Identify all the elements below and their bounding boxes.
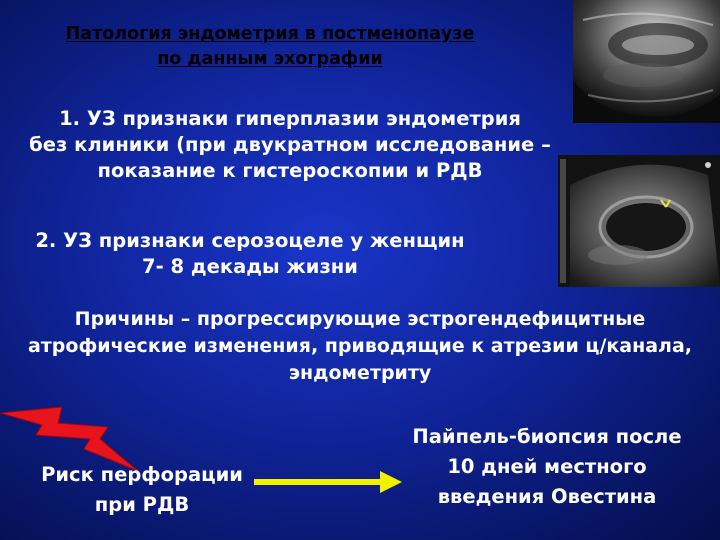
causes-line-2: атрофические изменения, приводящие к атрезии ц/канала, bbox=[27, 335, 693, 357]
point-1-line-1: 1. УЗ признаки гиперплазии эндометрия bbox=[59, 107, 521, 130]
biopsy-line-1: Пайпель-биопсия после bbox=[412, 425, 682, 448]
causes-text bbox=[0, 306, 720, 387]
biopsy-line-2: 10 дней местного bbox=[447, 455, 647, 478]
point-2 bbox=[0, 228, 500, 280]
biopsy-line-3: введения Овестина bbox=[437, 485, 657, 508]
point-1-line-3: показание к гистероскопии и РДВ bbox=[97, 159, 483, 182]
risk-line-2: при РДВ bbox=[94, 493, 190, 516]
risk-line-1: Риск перфорации bbox=[41, 463, 243, 486]
ultrasound-image-middle bbox=[558, 155, 720, 287]
point-1 bbox=[0, 106, 580, 184]
title-line-1: Патология эндометрия в постменопаузе bbox=[65, 24, 475, 44]
causes-line-1: Причины – прогрессирующие эстрогендефицитные bbox=[74, 308, 646, 330]
point-2-line-2: 7- 8 декады жизни bbox=[142, 255, 358, 278]
slide-title bbox=[0, 22, 540, 72]
risk-text bbox=[22, 460, 262, 520]
point-1-line-2: без клиники (при двукратном исследование – bbox=[29, 133, 551, 156]
title-line-2: по данным эхографии bbox=[157, 49, 383, 69]
biopsy-text bbox=[392, 422, 702, 512]
ultrasound-image-top bbox=[573, 0, 720, 123]
arrow-right-icon bbox=[254, 469, 404, 495]
point-2-line-1: 2. УЗ признаки серозоцеле у женщин bbox=[35, 229, 465, 252]
causes-line-3: эндометриту bbox=[288, 362, 432, 384]
